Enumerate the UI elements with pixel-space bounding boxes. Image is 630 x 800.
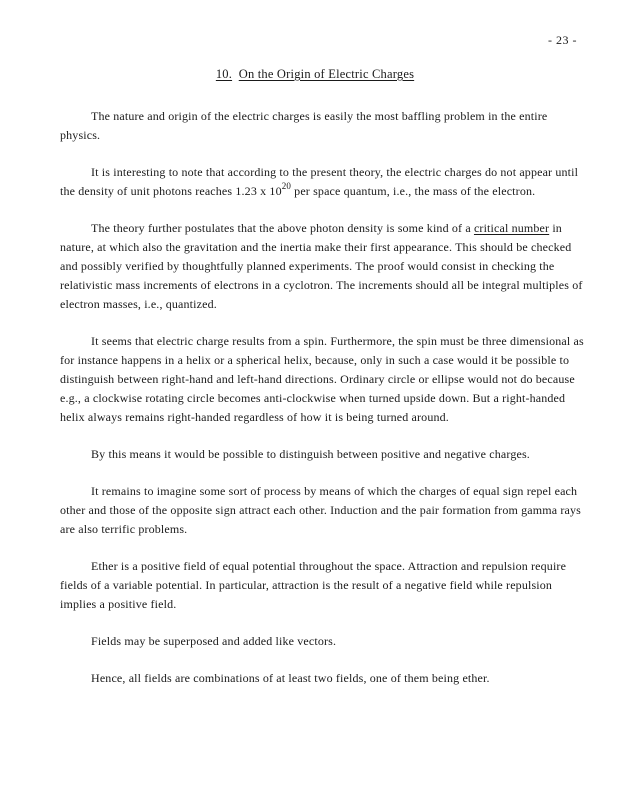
paragraph-2	[60, 163, 590, 201]
paragraph-2-part-b: per space quantum, i.e., the mass of the electron.	[291, 184, 536, 198]
critical-number-emphasis: critical number	[473, 221, 550, 235]
exponent: 20	[281, 181, 292, 191]
paragraph-3-part-a: The theory further postulates that the above photon density is some kind of a	[91, 221, 474, 235]
paragraph-6: It remains to imagine some sort of process by means of which the charges of equal sign repel each other and those of the opposite sign attract each other. Induction and the pair formation from gamma rays are also terrific problems.	[60, 484, 581, 536]
paragraph-8: Fields may be superposed and added like vectors.	[91, 634, 337, 648]
paragraph-4: It seems that electric charge results from a spin. Furthermore, the spin must be three dimensional as for instance happens in a helix or a spherical helix, because, only in such a case would it be possible to distinguish between right-hand and left-hand directions. Ordinary circle or ellipse would not do because e.g., a clockwise rotating circle becomes anti-clockwise when turned upside down. But a right-handed helix always remains right-handed regardless of how it is being turned around.	[60, 334, 584, 424]
paragraph-1: The nature and origin of the electric charges is easily the most baffling problem in the entire physics.	[60, 109, 548, 142]
paragraph-3-part-b: in nature, at which also the gravitation and the inertia make their first appearance. This should be checked and possibly verified by thoughtfully planned experiments. The proof would consist in checking the relativistic mass increments of electrons in a cyclotron. The increments should all be integral multiples of electron masses, i.e., quantized.	[60, 221, 583, 311]
paragraph-3	[60, 219, 590, 314]
paragraph-7: Ether is a positive field of equal potential throughout the space. Attraction and repulsion require fields of a variable potential. In particular, attraction is the result of a negative field while repulsion implies a positive field.	[60, 559, 567, 611]
paragraph-5: By this means it would be possible to distinguish between positive and negative charges.	[91, 447, 530, 461]
section-title	[0, 67, 630, 82]
paragraph-9: Hence, all fields are combinations of at least two fields, one of them being ether.	[91, 671, 490, 685]
section-number: 10.	[215, 67, 233, 81]
paragraph-2-part-a: It is interesting to note that according to the present theory, the electric charges do not appear until the density of unit photons reaches 1.23 x 10	[60, 165, 579, 198]
page-number: - 23 -	[548, 33, 577, 47]
section-heading: On the Origin of Electric Charges	[238, 67, 415, 81]
body-text	[60, 107, 590, 706]
